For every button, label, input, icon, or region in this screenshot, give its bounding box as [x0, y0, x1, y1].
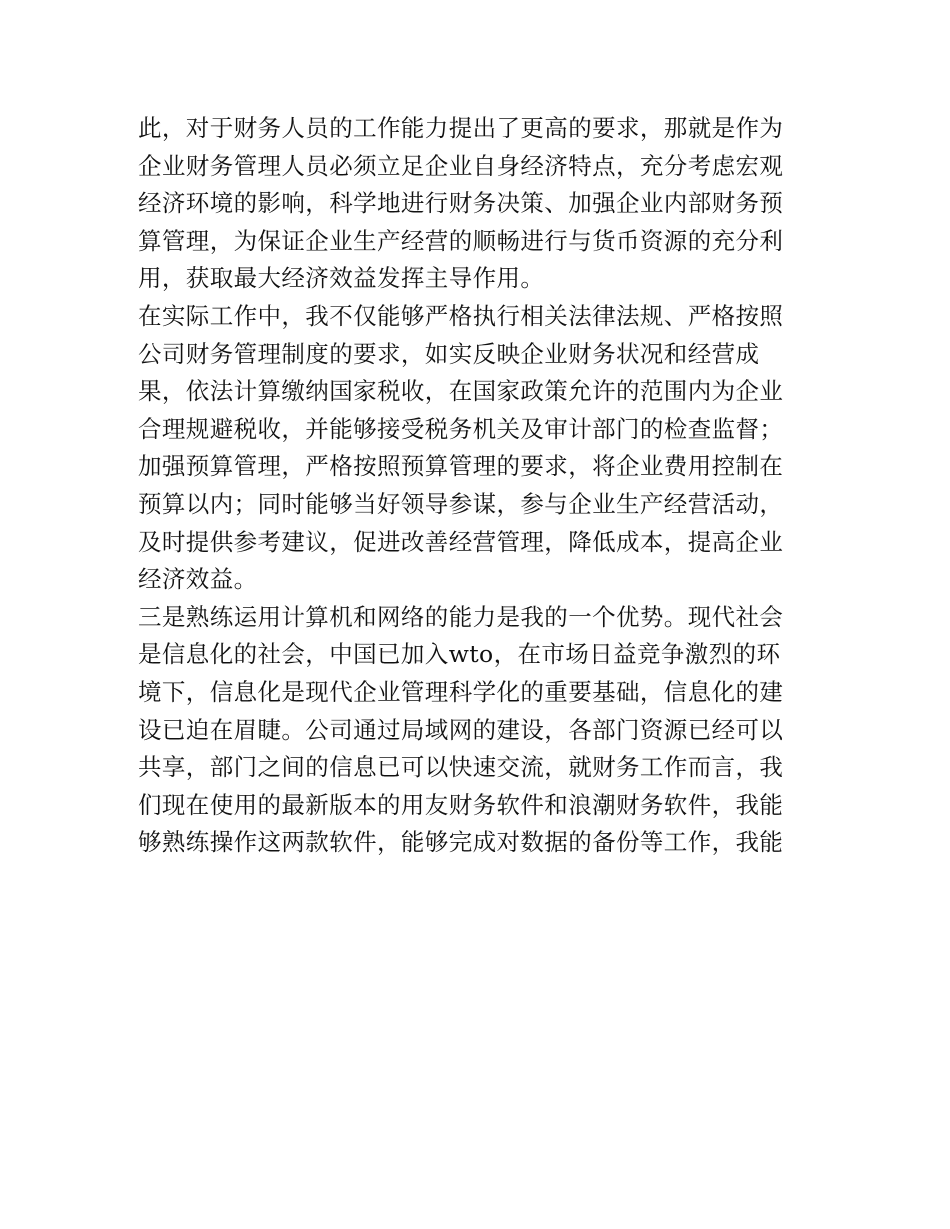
text-line: 们现在使用的最新版本的用友财务软件和浪潮财务软件，我能 — [138, 790, 784, 819]
text-line: 够熟练操作这两款软件，能够完成对数据的备份等工作，我能 — [138, 828, 784, 857]
text-line: 经济效益。 — [138, 565, 258, 594]
text-line: 及时提供参考建议，促进改善经营管理，降低成本，提高企业 — [138, 527, 784, 556]
text-line: 用，获取最大经济效益发挥主导作用。 — [138, 264, 545, 293]
text-line: 加强预算管理，严格按照预算管理的要求，将企业费用控制在 — [138, 452, 784, 481]
text-line: 算管理，为保证企业生产经营的顺畅进行与货币资源的充分利 — [138, 226, 784, 255]
text-line: 此，对于财务人员的工作能力提出了更高的要求，那就是作为 — [138, 114, 784, 142]
text-line: 设已迫在眉睫。公司通过局域网的建设，各部门资源已经可以 — [138, 715, 784, 744]
text-line: 是信息化的社会，中国已加入wto，在市场日益竞争激烈的环 — [138, 640, 781, 669]
body-text — [138, 110, 818, 862]
text-line: 企业财务管理人员必须立足企业自身经济特点，充分考虑宏观 — [138, 151, 784, 180]
text-line: 经济环境的影响，科学地进行财务决策、加强企业内部财务预 — [138, 189, 784, 218]
text-line: 合理规避税收，并能够接受税务机关及审计部门的检查监督； — [138, 414, 784, 443]
text-line: 在实际工作中，我不仅能够严格执行相关法律法规、严格按照 — [138, 301, 784, 330]
text-line: 共享，部门之间的信息已可以快速交流，就财务工作而言，我 — [138, 753, 784, 782]
text-line: 公司财务管理制度的要求，如实反映企业财务状况和经营成 — [138, 339, 760, 368]
text-line: 果，依法计算缴纳国家税收，在国家政策允许的范围内为企业 — [138, 377, 784, 406]
text-line: 三是熟练运用计算机和网络的能力是我的一个优势。现代社会 — [138, 602, 784, 631]
text-line: 预算以内；同时能够当好领导参谋，参与企业生产经营活动， — [138, 489, 784, 518]
text-line: 境下，信息化是现代企业管理科学化的重要基础，信息化的建 — [138, 677, 784, 706]
